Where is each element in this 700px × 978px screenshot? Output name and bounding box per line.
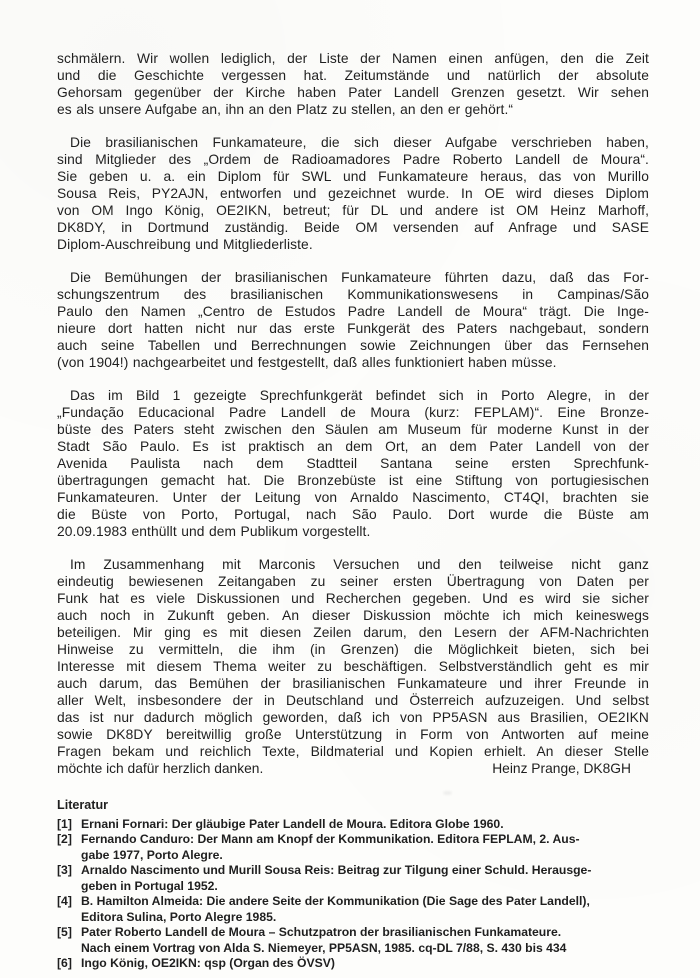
text-line: aller Welt, insbesondere der in Deutschland und Österreich aufzuzeigen. Und selbst — [57, 693, 649, 708]
literature-item-1 — [57, 817, 649, 833]
text-line: auch darum, das Bemühen der brasilianischen Funkamateure und ihrer Freunde in — [57, 676, 649, 691]
paragraph-2 — [57, 134, 649, 253]
literature-item-text — [81, 925, 649, 956]
text-line: von OM Ingo König, OE2IKN, betreut; für DL und andere ist OM Heinz Marhoff, — [57, 203, 649, 218]
literature-text-line: Nach einem Vortrag von Alda S. Niemeyer, PP5ASN, 1985. cq-DL 7/88, S. 430 bis 434 — [81, 940, 567, 955]
text-line: schmälern. Wir wollen lediglich, der Liste der Namen einen anfügen, den die Zeit — [57, 51, 649, 66]
text-line: Gehorsam gegenüber der Kirche haben Pater Landell Grenzen gesetzt. Wir sehen — [57, 85, 649, 100]
text-line: eindeutig bewiesenen Zeitangaben zu seiner ersten Übertragung von Daten per — [57, 574, 649, 589]
literature-item-marker: [1] — [57, 816, 72, 831]
literature-list — [57, 817, 649, 972]
literature-item-text — [81, 894, 649, 925]
literature-item-5 — [57, 925, 649, 956]
literature-text-line: B. Hamilton Almeida: Die andere Seite der Kommunikation (Die Sage des Pater Landell), — [81, 894, 590, 908]
text-line: beteiligen. Mir ging es mit diesen Zeilen darum, den Lesern der AFM-Nachrichten — [57, 625, 649, 640]
literature-text-line: gabe 1977, Porto Alegre. — [81, 847, 223, 862]
literature-item-text — [81, 832, 649, 863]
text-line: Hinweise zu vermitteln, die ihm (in Grenzen) die Möglichkeit bieten, sich bei — [57, 642, 649, 657]
text-line: sind Mitglieder des „Ordem de Radioamadores Padre Roberto Landell de Moura“. — [57, 152, 649, 167]
literature-text-line: Ernani Fornari: Der gläubige Pater Landell de Moura. Editora Globe 1960. — [81, 816, 504, 831]
text-line: Funk hat es viele Diskussionen und Recherchen gegeben. Und es wird sie sicher — [57, 591, 649, 606]
literature-item-marker: [3] — [57, 863, 72, 877]
literature-text-line: Arnaldo Nascimento und Murill Sousa Reis: Beitrag zur Tilgung einer Schuld. Herausge- — [81, 863, 592, 877]
text-line: übertragungen gemacht hat. Die Bronzebüste ist eine Stiftung von portugiesischen — [57, 473, 649, 488]
text-line: Das im Bild 1 gezeigte Sprechfunkgerät befindet sich in Porto Alegre, in der — [70, 388, 649, 403]
paragraph-1 — [57, 50, 649, 118]
text-line: Diplom-Auschreibung und Mitgliederliste. — [57, 237, 313, 252]
literature-item-marker: [4] — [57, 894, 72, 908]
text-line: sowie DK8DY bereitwillig große Unterstützung in Form von Antworten auf meine — [57, 727, 649, 742]
literature-text-line: Editora Sulina, Porto Alegre 1985. — [81, 909, 277, 924]
literature-text-line: Pater Roberto Landell de Moura – Schutzpatron der brasilianischen Funkamateure. — [81, 925, 562, 939]
literature-item-2 — [57, 832, 649, 863]
article-paragraphs — [57, 50, 649, 777]
literature-text-line: Ingo König, OE2IKN: qsp (Organ des ÖVSV) — [81, 956, 335, 970]
literature-text-line: geben in Portugal 1952. — [81, 878, 218, 893]
text-line: das ist nur dadurch möglich geworden, daß ich von PP5ASN aus Brasilien, OE2IKN — [57, 710, 649, 725]
closing-text: möchte ich dafür herzlich danken. — [57, 761, 264, 776]
text-line: DK8DY, in Dortmund zuständig. Beide OM versenden auf Anfrage und SASE — [57, 220, 649, 235]
paragraph-3 — [57, 269, 649, 371]
article-text-block — [57, 50, 649, 972]
literature-heading: Literatur — [57, 798, 109, 812]
text-line: auch noch in Zukunft geben. An dieser Diskussion möchte ich mich keineswegs — [57, 608, 649, 623]
text-line: die Büste von Porto, Portugal, nach São Paulo. Dort wurde die Büste am — [57, 507, 649, 522]
closing-line-with-signature — [57, 760, 649, 777]
text-line: Sie geben u. a. ein Diplom für SWL und Funkamateure heraus, das von Murillo — [57, 169, 649, 184]
text-line: auch seine Tabellen und Berrechnungen sowie Zeichnungen über das Fernsehen — [57, 338, 649, 353]
text-line: und die Geschichte vergessen hat. Zeitumstände und natürlich der absolute — [57, 68, 649, 83]
literature-item-text — [81, 863, 649, 894]
text-line: Interesse mit diesem Thema weiter zu beschäftigen. Selbstverständlich geht es mir — [57, 659, 649, 674]
text-line: nieure dort hatten nicht nur das erste Funkgerät des Paters nachgebaut, sondern — [57, 321, 649, 336]
text-line: (von 1904!) nachgearbeitet und festgestellt, daß alles funktioniert haben müsse. — [57, 355, 557, 370]
text-line: schungszentrum des brasilianischen Kommunikationswesens in Campinas/São — [57, 287, 649, 302]
text-line: Avenida Paulista nach dem Stadtteil Santana seine ersten Sprechfunk- — [57, 456, 649, 471]
literature-item-marker: [6] — [57, 956, 72, 970]
author-signature: Heinz Prange, DK8GH — [492, 761, 631, 776]
text-line: Funkamateuren. Unter der Leitung von Arnaldo Nascimento, CT4QI, brachten sie — [57, 490, 649, 505]
text-line: Im Zusammenhang mit Marconis Versuchen und den teilweise nicht ganz — [70, 557, 649, 572]
literature-item-3 — [57, 863, 649, 894]
text-line: Die Bemühungen der brasilianischen Funkamateure führten dazu, daß das For- — [70, 270, 649, 285]
paragraph-5 — [57, 556, 649, 777]
text-line: Paulo den Namen „Centro de Estudos Padre Landell de Moura“ trägt. Die Inge- — [57, 304, 649, 319]
literature-item-marker: [2] — [57, 832, 72, 846]
text-line: büste des Paters steht zwischen den Säulen am Museum für moderne Kunst in der — [57, 422, 649, 437]
literature-item-6 — [57, 956, 649, 972]
literature-item-4 — [57, 894, 649, 925]
literature-section — [57, 798, 649, 972]
text-line: „Fundação Educacional Padre Landell de Moura (kurz: FEPLAM)“. Eine Bronze- — [57, 405, 649, 420]
literature-item-text — [81, 817, 649, 833]
text-line: 20.09.1983 enthüllt und dem Publikum vorgestellt. — [57, 524, 371, 539]
text-line: Sousa Reis, PY2AJN, entworfen und gezeichnet wurde. In OE wird dieses Diplom — [57, 186, 649, 201]
text-line: Stadt São Paulo. Es ist praktisch an dem Ort, an dem Pater Landell von der — [57, 439, 649, 454]
literature-item-marker: [5] — [57, 925, 72, 939]
text-line: Fragen bekam und reichlich Texte, Bildmaterial und Kopien erhielt. An dieser Stelle — [57, 744, 649, 759]
literature-item-text — [81, 956, 649, 972]
text-line: es als unsere Aufgabe an, ihn an den Platz zu stellen, an den er gehört.“ — [57, 102, 514, 117]
paragraph-4 — [57, 387, 649, 540]
literature-text-line: Fernando Canduro: Der Mann am Knopf der Kommunikation. Editora FEPLAM, 2. Aus- — [81, 832, 580, 846]
text-line: Die brasilianischen Funkamateure, die sich dieser Aufgabe verschrieben haben, — [70, 135, 649, 150]
